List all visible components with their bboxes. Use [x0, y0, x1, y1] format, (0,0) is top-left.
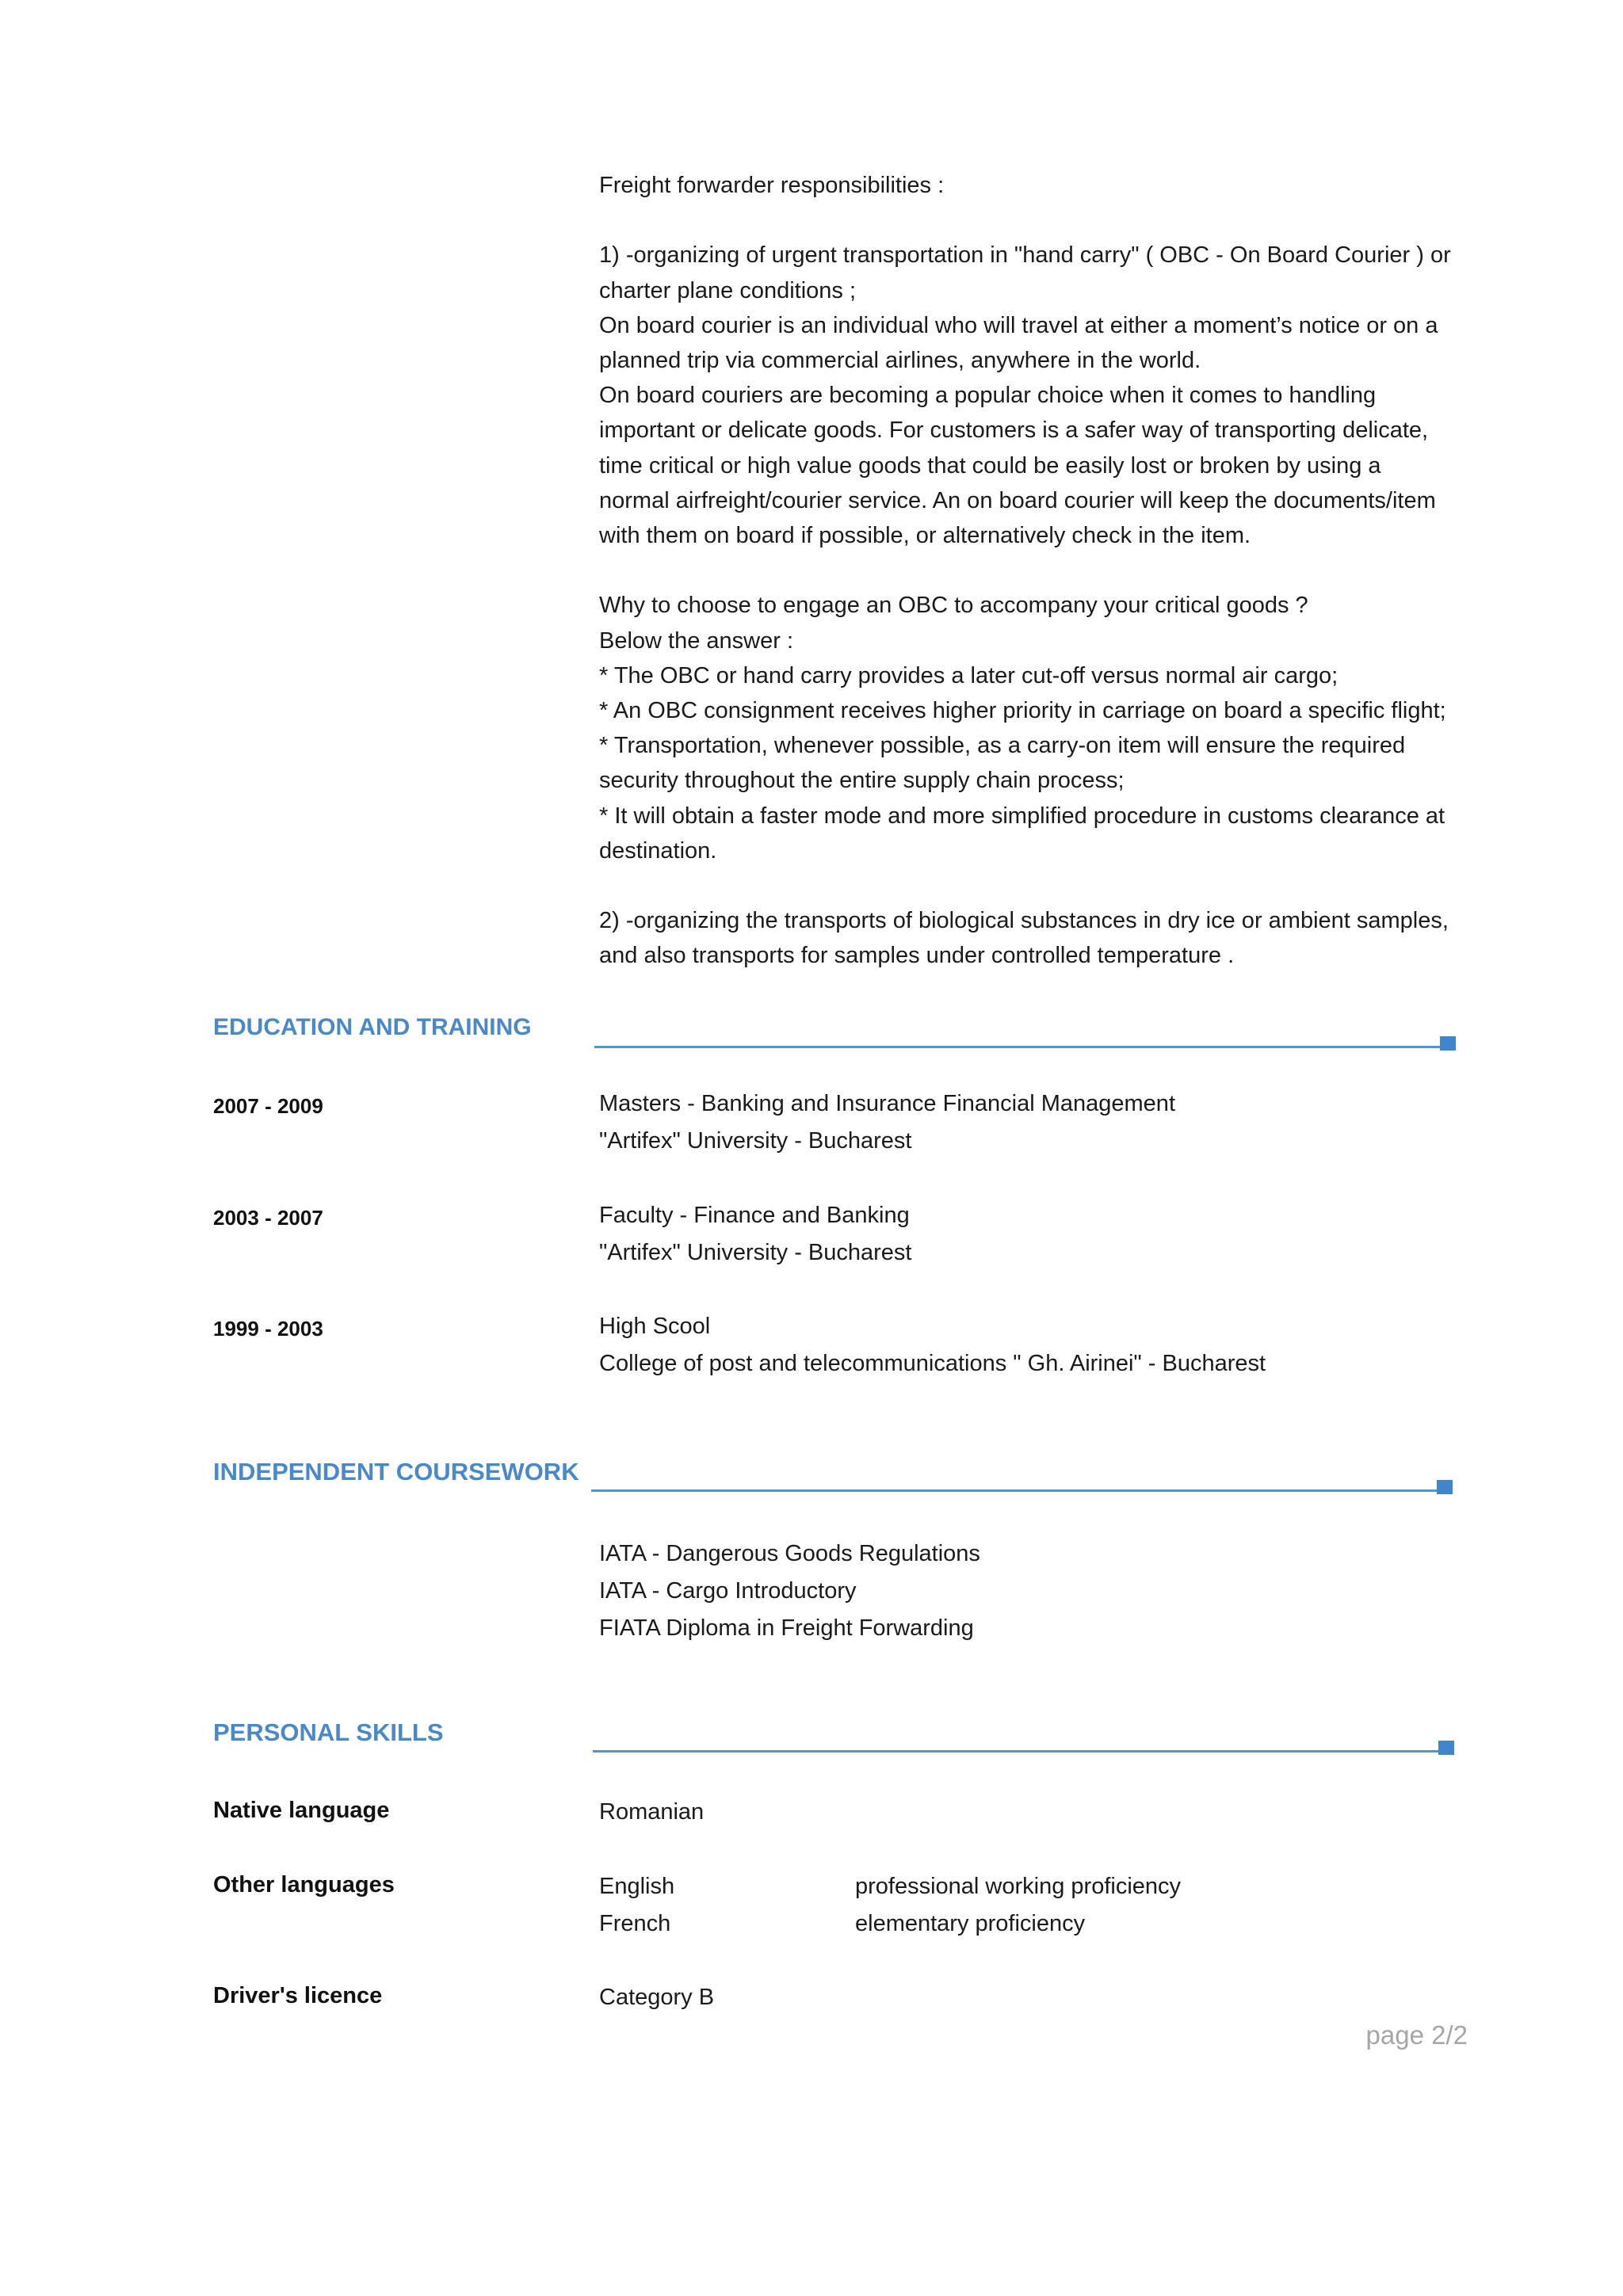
- desc-line: * The OBC or hand carry provides a later cut-off versus normal air cargo;: [599, 662, 1338, 688]
- language-name: English: [599, 1874, 675, 1899]
- drivers-licence-value: Category B: [599, 1985, 715, 2010]
- education-section-title: EDUCATION AND TRAINING: [213, 1014, 532, 1040]
- education-institution: "Artifex" University - Bucharest: [599, 1128, 912, 1154]
- language-level: elementary proficiency: [855, 1911, 1086, 1936]
- education-dates: 2007 - 2009: [213, 1094, 323, 1118]
- native-language-value: Romanian: [599, 1799, 705, 1825]
- desc-line: normal airfreight/courier service. An on board courier will keep the documents/item: [599, 487, 1436, 513]
- desc-line: Below the answer :: [599, 627, 794, 654]
- desc-line: 2) -organizing the transports of biological substances in dry ice or ambient samples,: [599, 908, 1449, 934]
- desc-blank-line: [599, 868, 1479, 903]
- desc-line: important or delicate goods. For customers is a safer way of transporting delicate,: [599, 418, 1429, 444]
- education-qualification: Faculty - Finance and Banking: [599, 1203, 910, 1228]
- desc-line: Freight forwarder responsibilities :: [599, 173, 945, 198]
- education-institution: "Artifex" University - Bucharest: [599, 1240, 912, 1265]
- education-qualification: Masters - Banking and Insurance Financial Management: [599, 1091, 1175, 1116]
- coursework-item: IATA - Dangerous Goods Regulations: [599, 1541, 980, 1566]
- education-qualification: High Scool: [599, 1314, 711, 1339]
- skills-section-rule: [593, 1750, 1450, 1753]
- desc-line: On board courier is an individual who will travel at either a moment’s notice or on a: [599, 312, 1438, 338]
- desc-line: planned trip via commercial airlines, anywhere in the world.: [599, 348, 1201, 373]
- experience-description: [599, 168, 1479, 974]
- education-dates: 2003 - 2007: [213, 1206, 323, 1230]
- language-name: French: [599, 1911, 671, 1936]
- desc-line: charter plane conditions ;: [599, 277, 857, 303]
- desc-line: On board couriers are becoming a popular choice when it comes to handling: [599, 383, 1377, 409]
- desc-line: * It will obtain a faster mode and more simplified procedure in customs clearance at: [599, 803, 1445, 829]
- coursework-section-marker-icon: [1437, 1480, 1453, 1494]
- skills-section-marker-icon: [1438, 1741, 1454, 1755]
- desc-line: Why to choose to engage an OBC to accompany your critical goods ?: [599, 593, 1308, 619]
- education-institution: College of post and telecommunications " Gh. Airinei" - Bucharest: [599, 1351, 1266, 1376]
- desc-line: time critical or high value goods that could be easily lost or broken by using a: [599, 452, 1381, 479]
- education-section-rule: [594, 1046, 1450, 1048]
- education-section-marker-icon: [1440, 1036, 1456, 1051]
- coursework-item: IATA - Cargo Introductory: [599, 1578, 857, 1604]
- page-number: page 2/2: [1365, 2020, 1468, 2050]
- desc-line: destination.: [599, 837, 717, 864]
- language-level: professional working proficiency: [855, 1874, 1182, 1899]
- native-language-label: Native language: [213, 1798, 390, 1823]
- desc-line: 1) -organizing of urgent transportation in "hand carry" ( OBC - On Board Courier ) or: [599, 242, 1451, 269]
- drivers-licence-label: Driver's licence: [213, 1983, 383, 2008]
- desc-line: security throughout the entire supply chain process;: [599, 768, 1125, 794]
- desc-line: * An OBC consignment receives higher priority in carriage on board a specific flight;: [599, 698, 1446, 724]
- skills-section-title: PERSONAL SKILLS: [213, 1718, 444, 1746]
- desc-line: with them on board if possible, or alternatively check in the item.: [599, 523, 1251, 549]
- coursework-section-title: INDEPENDENT COURSEWORK: [213, 1458, 579, 1486]
- coursework-section-rule: [591, 1489, 1449, 1492]
- desc-line: and also transports for samples under controlled temperature .: [599, 943, 1235, 969]
- other-languages-label: Other languages: [213, 1872, 395, 1897]
- coursework-item: FIATA Diploma in Freight Forwarding: [599, 1615, 974, 1641]
- desc-line: * Transportation, whenever possible, as a carry-on item will ensure the required: [599, 733, 1406, 759]
- education-dates: 1999 - 2003: [213, 1317, 323, 1341]
- desc-blank-line: [599, 203, 1479, 238]
- desc-blank-line: [599, 553, 1479, 588]
